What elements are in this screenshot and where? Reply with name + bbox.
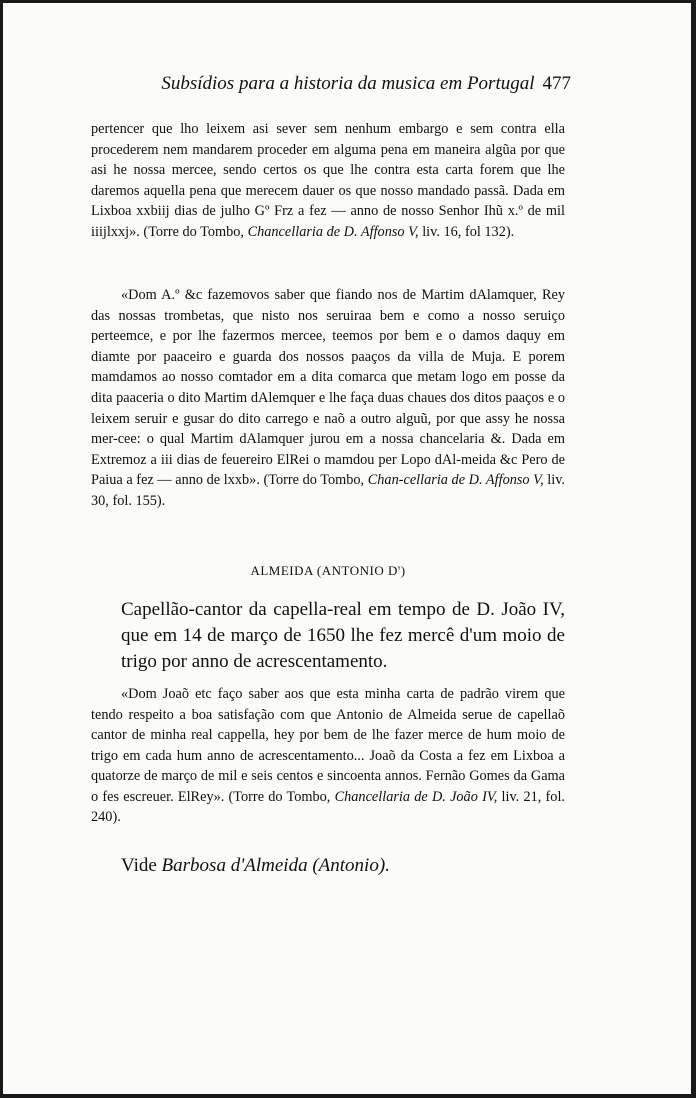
text-line: trigo por anno de acrescentamento. <box>121 651 388 672</box>
book-page <box>3 3 691 1094</box>
text-line: que tendo respeito a boa satisfação com que Antonio de Almeida serue <box>91 686 565 723</box>
text-line: Capellão-cantor da capella-real em tempo de D. João IV, <box>121 599 565 620</box>
text-line: cee: o qual Martim dAlamquer jurou em a nossa chancelaria &. Dada <box>117 431 542 448</box>
text-line: «Dom A.º &c fazemovos saber que fiando nos de Martim dAlamquer, <box>121 287 537 303</box>
vide-reference <box>121 855 561 877</box>
citation-italic: Chan- <box>367 472 404 489</box>
text-line: e sincoenta annos. Fernão Gomes da Gama o fes escreuer. ElRey». <box>91 768 566 805</box>
text-line: pertencer que lho leixem asi sever sem nenhum embargo e sem contra <box>91 121 537 137</box>
text-line: fez — anno de nosso Senhor Ihũ x.º de mil iiijlxxj». (Torre do Tombo, <box>91 203 565 240</box>
text-line: «Dom Joaõ etc faço saber aos que esta minha carta de padrão virem <box>121 686 539 702</box>
entry-summary <box>121 597 565 675</box>
text-line: ella procederem nem mandarem proceder em alguma pena em maneira <box>91 121 565 158</box>
text-line: seruiço perteemce, e por lhe fazermos mercee, teemos por bem e o <box>91 307 565 345</box>
citation-rest: liv. 21, fol. 240). <box>91 788 565 825</box>
text-line: nosso mandado passã. Dada em Lixboa xxbiij dias de julho Gº Frz a <box>91 182 565 220</box>
text-line: algũa por que asi he nossa mercee, sendo certos os que lhe contra esta <box>91 141 566 179</box>
vide-target: Barbosa d'Almeida (Antonio). <box>161 855 390 876</box>
text-line: em Extremoz a iii dias de feuereiro ElRei o mamdou per Lopo dAl- <box>91 431 565 468</box>
text-line: dAlemquer e lhe faça duas chaues dos ditos paaços e o leixem seruir e <box>91 389 566 427</box>
running-header <box>121 73 571 95</box>
text-line: villa de Muja. E porem mamdamos ao nosso comtador em a dita <box>91 348 565 386</box>
text-line: merce de hum moio de trigo em cada hum anno de acrescentamento... <box>91 727 565 764</box>
citation-italic: Chancellaria de D. João IV, <box>334 788 498 805</box>
citation-rest: liv. 16, fol 132). <box>418 223 515 240</box>
paragraph-4 <box>91 684 565 828</box>
header-title: Subsídios para a historia da musica em Portugal <box>161 73 535 94</box>
citation-start: (Torre do Tombo, <box>228 788 335 805</box>
text-line: damos daquy em diamte por paaceiro e guarda dos nossos paaços da <box>91 328 565 365</box>
text-line: comarca que metam logo em posse da dita paaceria o dito Martim <box>91 369 565 406</box>
text-line: carta forem que lhe daremos aquella pena que merecem dauer os que <box>91 162 565 199</box>
text-line: de capellaõ cantor de minha real cappella, hey por bem de lhe fazer <box>91 706 565 743</box>
text-line: Joaõ da Costa a fez em Lixboa a quatorze de março de mil e seis centos <box>91 747 565 784</box>
vide-prefix: Vide <box>121 855 162 876</box>
page-number: 477 <box>542 73 571 94</box>
paragraph-2 <box>91 285 565 512</box>
text-line: Rey das nossas trombetas, que nisto nos seruiraa bem e como a nosso <box>91 287 565 324</box>
text-line: meida &c Pero de Paiua a fez — anno de lxxb». (Torre do Tombo, <box>91 451 565 489</box>
text-line: que em 14 de março de 1650 lhe fez mercê d'um moio de <box>121 625 565 646</box>
citation-italic: cellaria de D. Affonso V, <box>403 472 544 489</box>
text-line: gusar do dito carrego e naõ a outro alguũ, por que assy he nossa mer- <box>91 410 566 448</box>
citation-italic: Chancellaria de D. Affonso V, <box>247 223 419 240</box>
paragraph-1 <box>91 119 565 243</box>
section-heading: ALMEIDA (ANTONIO D') <box>250 563 406 578</box>
citation-rest: liv. 30, fol. 155). <box>91 472 565 509</box>
